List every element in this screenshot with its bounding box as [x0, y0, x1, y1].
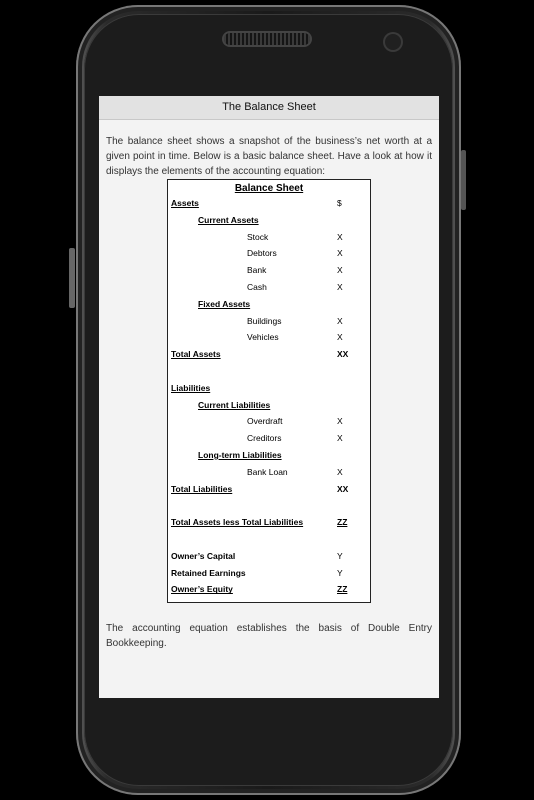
- volume-button: [69, 248, 75, 308]
- row-value: X: [337, 248, 343, 259]
- row-value: Y: [337, 550, 343, 561]
- table-row: [168, 566, 370, 580]
- speaker-grille: [224, 33, 310, 45]
- row-value: X: [337, 282, 343, 292]
- balance-sheet-table: [167, 179, 371, 603]
- table-row: [168, 582, 370, 596]
- row-label: Bank: [247, 265, 267, 276]
- table-row: [168, 364, 370, 378]
- table-row: [168, 230, 370, 244]
- table-row: [168, 381, 370, 395]
- table-row: [168, 414, 370, 428]
- table-row: [168, 330, 370, 344]
- row-value: XX: [337, 483, 349, 494]
- table-row: [168, 448, 370, 462]
- table-row: [168, 196, 370, 210]
- row-label: Buildings: [247, 315, 282, 326]
- row-label: Current Liabilities: [198, 399, 271, 410]
- row-value: X: [337, 433, 343, 444]
- row-value: $: [337, 198, 342, 208]
- row-value: Y: [337, 567, 343, 578]
- row-label: Total Assets less Total Liabilities: [171, 517, 304, 528]
- row-value: X: [337, 231, 343, 242]
- row-label: Current Assets: [198, 214, 259, 225]
- row-label: Liabilities: [171, 382, 211, 393]
- table-row: [168, 498, 370, 512]
- row-label: Stock: [247, 231, 269, 242]
- table-row: [168, 213, 370, 227]
- row-value: ZZ: [337, 584, 348, 595]
- table-row: [168, 398, 370, 412]
- table-row: [168, 347, 370, 361]
- row-label: Owner’s Equity: [171, 584, 233, 595]
- outro-paragraph: The accounting equation establishes the basis of Double Entry Bookkeeping.: [106, 623, 432, 649]
- row-label: Owner’s Capital: [171, 550, 236, 561]
- row-label: Cash: [247, 282, 267, 292]
- table-row: [168, 280, 370, 294]
- table-row: [168, 465, 370, 479]
- table-row: [168, 549, 370, 563]
- power-button: [461, 150, 466, 210]
- row-value: ZZ: [337, 517, 348, 528]
- row-label: Retained Earnings: [171, 567, 246, 578]
- row-label: Total Liabilities: [171, 483, 233, 494]
- table-row: [168, 482, 370, 496]
- row-label: Long-term Liabilities: [198, 450, 282, 460]
- app-screen: [99, 96, 439, 698]
- table-row: [168, 263, 370, 277]
- table-row: [168, 431, 370, 445]
- row-label: Vehicles: [247, 332, 279, 343]
- row-label: Creditors: [247, 433, 282, 444]
- row-value: X: [337, 332, 343, 343]
- page-title: The Balance Sheet: [99, 96, 439, 120]
- row-value: XX: [337, 349, 349, 360]
- row-value: X: [337, 416, 343, 427]
- row-label: Bank Loan: [247, 466, 288, 477]
- row-value: X: [337, 466, 343, 477]
- row-label: Debtors: [247, 248, 277, 259]
- table-row: [168, 532, 370, 546]
- row-label: Fixed Assets: [198, 298, 251, 309]
- table-row: [168, 515, 370, 529]
- table-row: [168, 314, 370, 328]
- front-camera-icon: [385, 34, 401, 50]
- table-row: [168, 246, 370, 260]
- row-value: X: [337, 265, 343, 276]
- table-row: [168, 297, 370, 311]
- intro-paragraph: The balance sheet shows a snapshot of the business’s net worth at a given point in time. Below is a basic balance sheet. Have a look at how it displays the elements of the accounting equation:: [106, 136, 432, 177]
- row-label: Total Assets: [171, 349, 221, 360]
- balance-sheet-title: Balance Sheet: [234, 183, 304, 194]
- row-label: Assets: [171, 198, 199, 208]
- row-value: X: [337, 315, 343, 326]
- row-label: Overdraft: [247, 416, 283, 427]
